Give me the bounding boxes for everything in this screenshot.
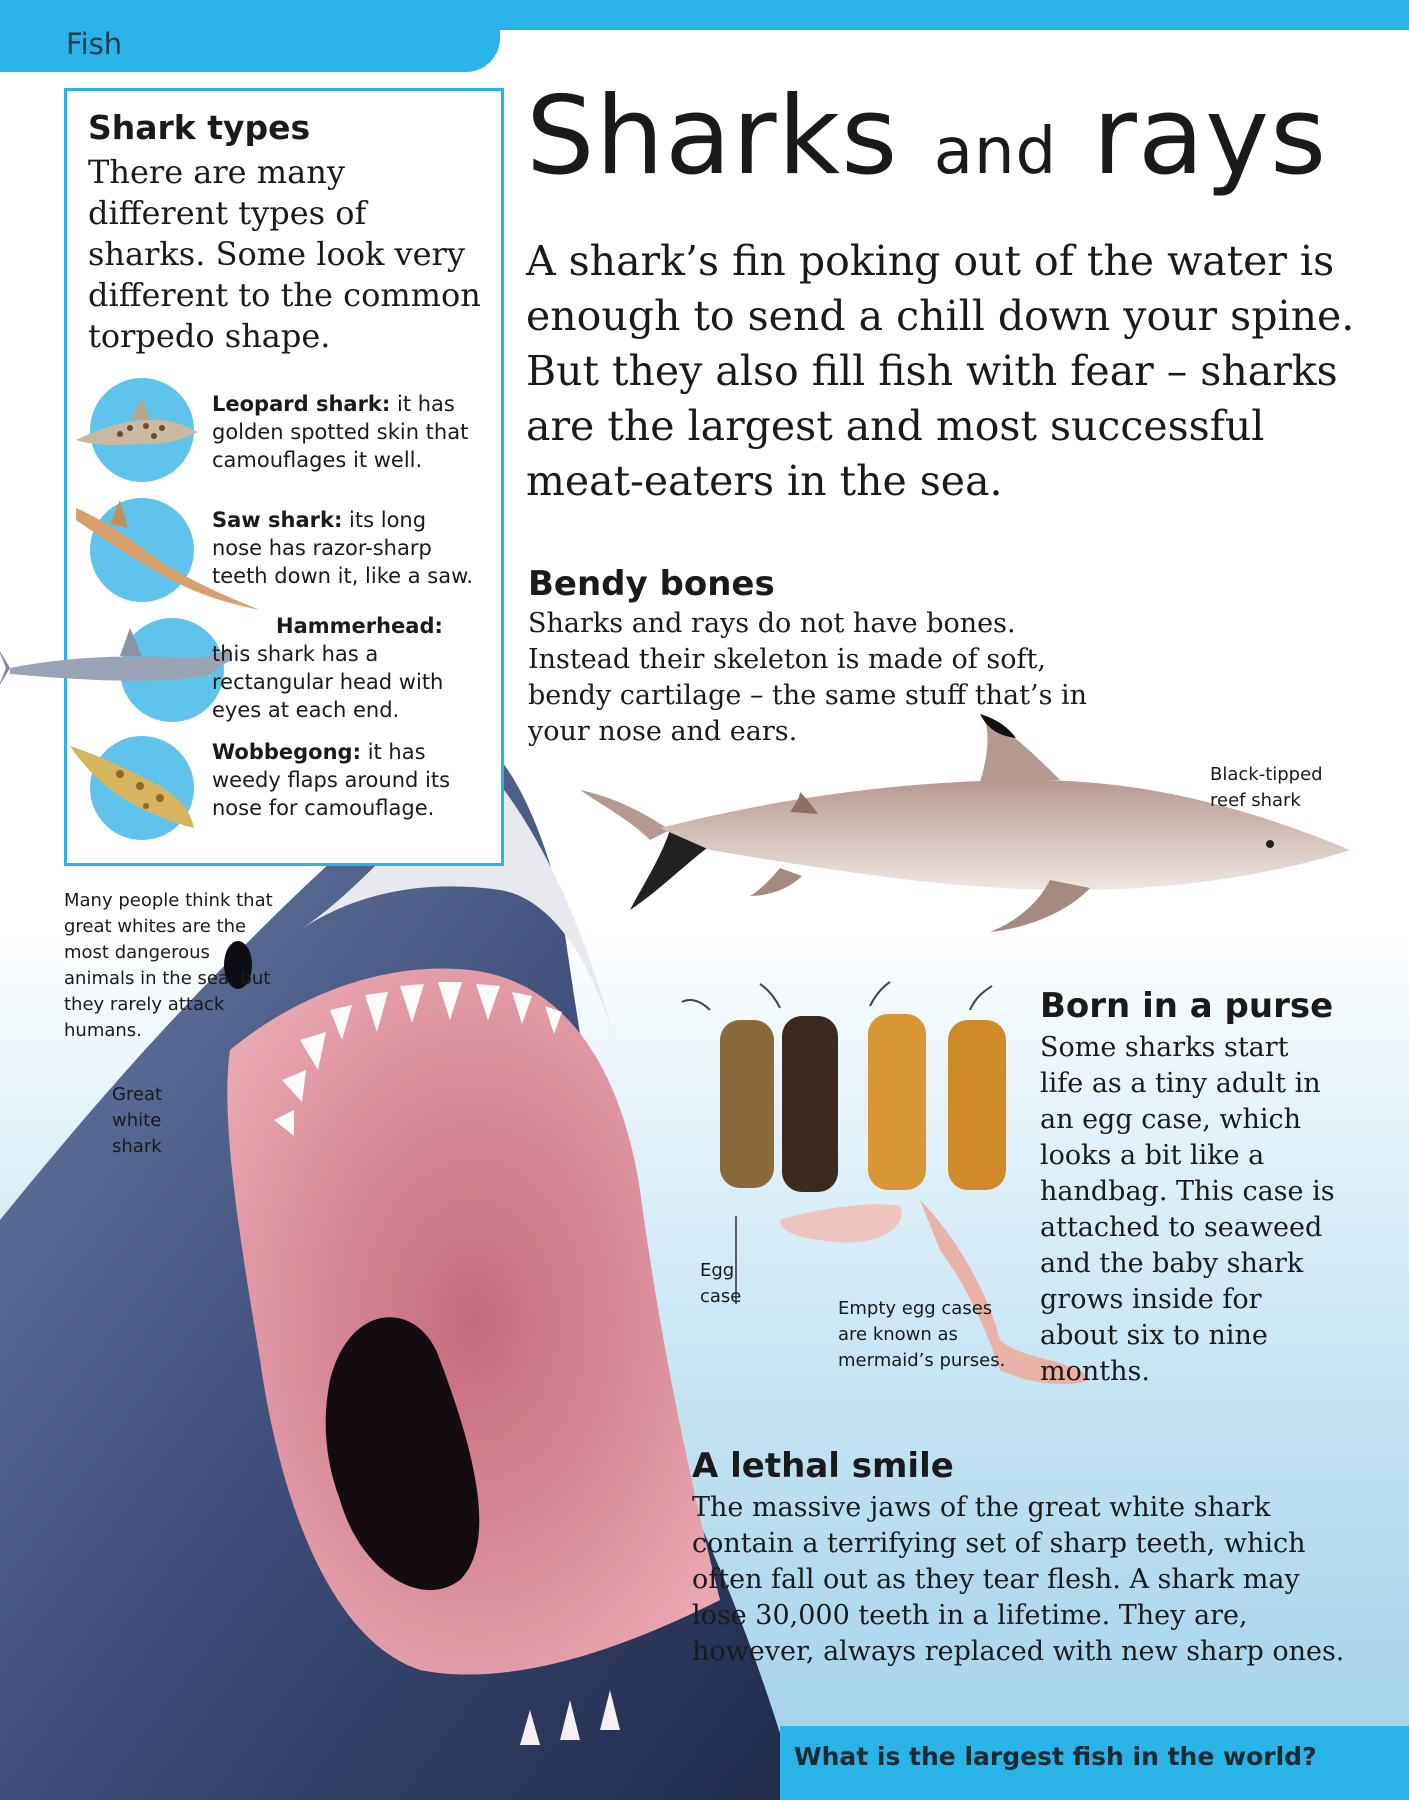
bendy-bones-text: Sharks and rays do not have bones. Instead their skeleton is made of soft, bendy cartilage – the same stuff that’s in your nose and ears. (528, 608, 1088, 747)
lethal-smile-heading: A lethal smile (692, 1446, 954, 1486)
wobbegong-name: Wobbegong: (212, 740, 361, 764)
title-rays: rays (1092, 74, 1328, 199)
footer-question: What is the largest fish in the world? (794, 1742, 1317, 1771)
saw-shark-desc: its long nose has razor-sharp teeth down it, like a saw. (212, 508, 474, 588)
leopard-shark-image (90, 378, 194, 482)
wobbegong-text (212, 738, 482, 822)
hammerhead-desc: this shark has a rectangular head with eyes at each end. (212, 642, 444, 722)
leopard-shark-name: Leopard shark: (212, 392, 391, 416)
saw-shark-text (212, 506, 482, 590)
shark-types-intro: There are many different types of sharks. Some look very different to the common torpedo shape. (88, 153, 481, 355)
saw-shark-image (90, 498, 194, 602)
great-white-note: Many people think that great whites are the most dangerous animals in the sea, but they rarely attack humans. (64, 890, 273, 1041)
shark-types-heading: Shark types (88, 108, 311, 147)
wobbegong-desc: it has weedy flaps around its nose for camouflage. (212, 740, 451, 820)
wobbegong-image (90, 736, 194, 840)
section-label: Fish (66, 27, 123, 61)
egg-case-caption: Empty egg cases are known as mermaid’s purses. (838, 1298, 1006, 1371)
bendy-bones-heading: Bendy bones (528, 564, 775, 604)
hammerhead-name: Hammerhead: (276, 614, 443, 638)
leopard-shark-desc: it has golden spotted skin that camouflages it well. (212, 392, 469, 472)
black-tipped-reef-shark-image (570, 700, 1370, 960)
born-in-a-purse-text: Some sharks start life as a tiny adult in an egg case, which looks a bit like a handbag. This case is attached to seaweed and the baby shark grows inside for about six to nine months. (1040, 1032, 1335, 1387)
intro-paragraph: A shark’s fin poking out of the water is enough to send a chill down your spine. But they also fill fish with fear – sharks are the largest and most successful meat-eaters in the sea. (526, 237, 1355, 505)
great-white-label: Great white shark (112, 1084, 163, 1157)
title-sharks: Sharks (526, 74, 899, 199)
hammerhead-text (212, 612, 482, 724)
born-in-a-purse-heading: Born in a purse (1040, 986, 1334, 1026)
title-and: and (933, 115, 1058, 189)
lethal-smile-text: The massive jaws of the great white shark contain a terrifying set of sharp teeth, which often fall out as they tear flesh. A shark may lose 30,000 teeth in a lifetime. They are, however, always replaced with new sharp ones. (692, 1492, 1345, 1667)
page-title (526, 72, 1327, 202)
reef-shark-caption: Black-tipped reef shark (1210, 764, 1323, 811)
hammerhead-image (120, 618, 224, 722)
saw-shark-name: Saw shark: (212, 508, 343, 532)
leopard-shark-text (212, 390, 482, 474)
egg-case-label: Egg case (700, 1260, 742, 1307)
